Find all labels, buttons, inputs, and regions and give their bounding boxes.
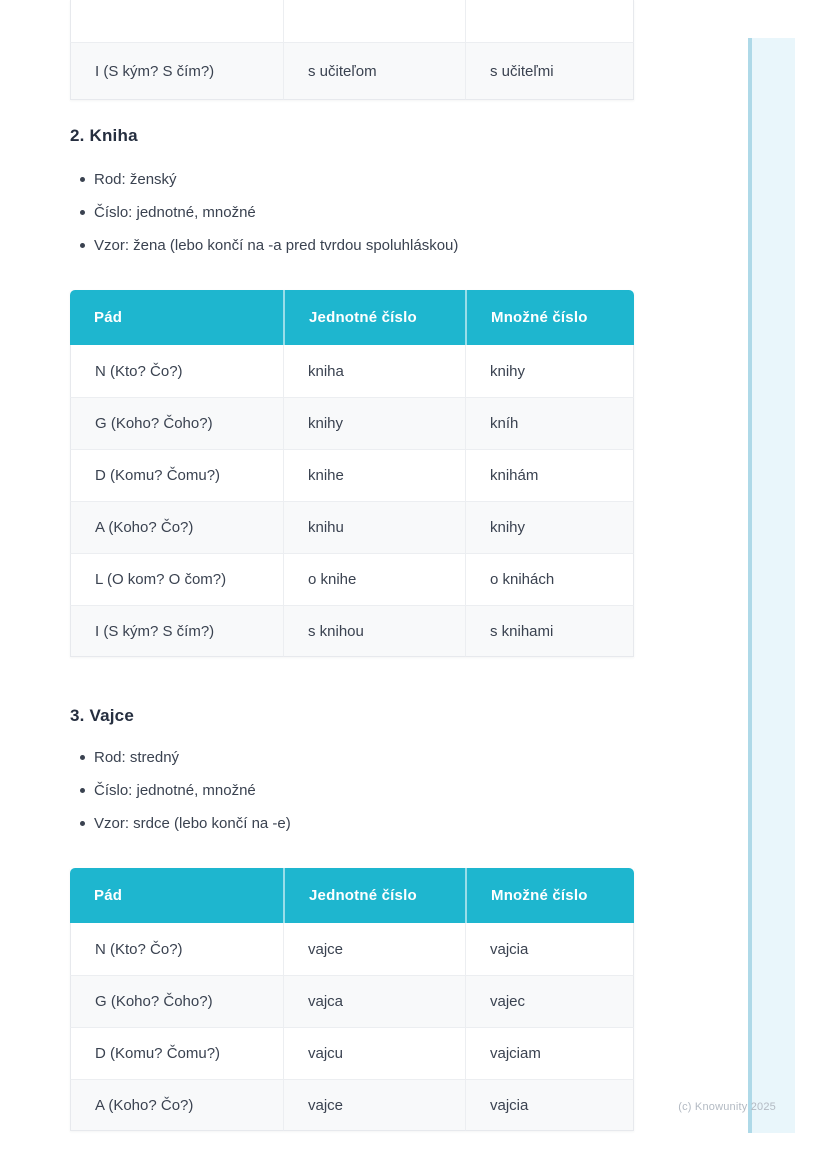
table-cell-case: D (Komu? Čomu?) xyxy=(70,1027,283,1079)
table-row xyxy=(70,345,634,397)
table-row xyxy=(70,449,634,501)
table-cell-plural: vajcia xyxy=(465,1079,634,1131)
table-row xyxy=(70,501,634,553)
table-cell-case: D (Komu? Čomu?) xyxy=(70,449,283,501)
table-cell-singular: knihy xyxy=(283,397,465,449)
table-cell xyxy=(70,0,283,42)
bullet-item-rod: Rod: stredný xyxy=(70,748,634,767)
table-cell-singular: kniha xyxy=(283,345,465,397)
table-row xyxy=(70,397,634,449)
bullet-item-cislo: Číslo: jednotné, množné xyxy=(70,203,634,222)
table-cell-plural: knihám xyxy=(465,449,634,501)
table-cell-case: G (Koho? Čoho?) xyxy=(70,975,283,1027)
table-cell-singular: vajcu xyxy=(283,1027,465,1079)
table-header-singular: Jednotné číslo xyxy=(283,868,465,923)
table-cell-plural: vajcia xyxy=(465,923,634,975)
table-cell-plural: o knihách xyxy=(465,553,634,605)
table-cell xyxy=(283,0,465,42)
section-title-kniha: 2. Kniha xyxy=(70,126,138,145)
table-row xyxy=(70,553,634,605)
bullet-item-vzor: Vzor: žena (lebo končí na -a pred tvrdou spoluhláskou) xyxy=(70,236,634,255)
table-row xyxy=(70,1079,634,1131)
table-cell-plural: s učiteľmi xyxy=(465,42,634,100)
table-cell-case: N (Kto? Čo?) xyxy=(70,345,283,397)
case-table-kniha xyxy=(70,290,634,657)
table-header-plural: Množné číslo xyxy=(465,868,634,923)
table-header-plural: Množné číslo xyxy=(465,290,634,345)
table-cell-plural: vajciam xyxy=(465,1027,634,1079)
table-header-pad: Pád xyxy=(70,290,283,345)
table-header-singular: Jednotné číslo xyxy=(283,290,465,345)
table-cell-singular: s knihou xyxy=(283,605,465,657)
table-cell-case: N (Kto? Čo?) xyxy=(70,923,283,975)
bullet-item-rod: Rod: ženský xyxy=(70,170,634,189)
table-cell-plural: kníh xyxy=(465,397,634,449)
table-cell-case: A (Koho? Čo?) xyxy=(70,1079,283,1131)
table-cell-singular: vajce xyxy=(283,923,465,975)
table-cell-plural: knihy xyxy=(465,345,634,397)
section-properties-kniha xyxy=(70,170,634,269)
case-table-vajce xyxy=(70,868,634,1131)
copyright-text: (c) Knowunity 2025 xyxy=(678,1101,776,1113)
table-cell-singular: o knihe xyxy=(283,553,465,605)
section-title-vajce: 3. Vajce xyxy=(70,706,134,725)
table-cell-case: A (Koho? Čo?) xyxy=(70,501,283,553)
table-cell-case: I (S kým? S čím?) xyxy=(70,42,283,100)
table-cell-case: L (O kom? O čom?) xyxy=(70,553,283,605)
table-cell-plural: vajec xyxy=(465,975,634,1027)
table-row xyxy=(70,975,634,1027)
table-cell-plural: knihy xyxy=(465,501,634,553)
table-header-row xyxy=(70,868,634,923)
bullet-item-vzor: Vzor: srdce (lebo končí na -e) xyxy=(70,814,634,833)
table-row xyxy=(70,1027,634,1079)
table-row-cutoff xyxy=(70,0,634,42)
table-cell xyxy=(465,0,634,42)
table-cell-case: G (Koho? Čoho?) xyxy=(70,397,283,449)
section-properties-vajce xyxy=(70,748,634,847)
table-row xyxy=(70,923,634,975)
bullet-item-cislo: Číslo: jednotné, množné xyxy=(70,781,634,800)
table-cell-singular: s učiteľom xyxy=(283,42,465,100)
table-header-row xyxy=(70,290,634,345)
page-side-stripe xyxy=(748,38,795,1133)
table-cell-case: I (S kým? S čím?) xyxy=(70,605,283,657)
table-cell-singular: knihu xyxy=(283,501,465,553)
table-cell-singular: vajca xyxy=(283,975,465,1027)
table-cell-plural: s knihami xyxy=(465,605,634,657)
table-row xyxy=(70,605,634,657)
case-table-ucitel-partial xyxy=(70,0,634,100)
table-header-pad: Pád xyxy=(70,868,283,923)
table-row xyxy=(70,42,634,100)
table-cell-singular: knihe xyxy=(283,449,465,501)
table-cell-singular: vajce xyxy=(283,1079,465,1131)
